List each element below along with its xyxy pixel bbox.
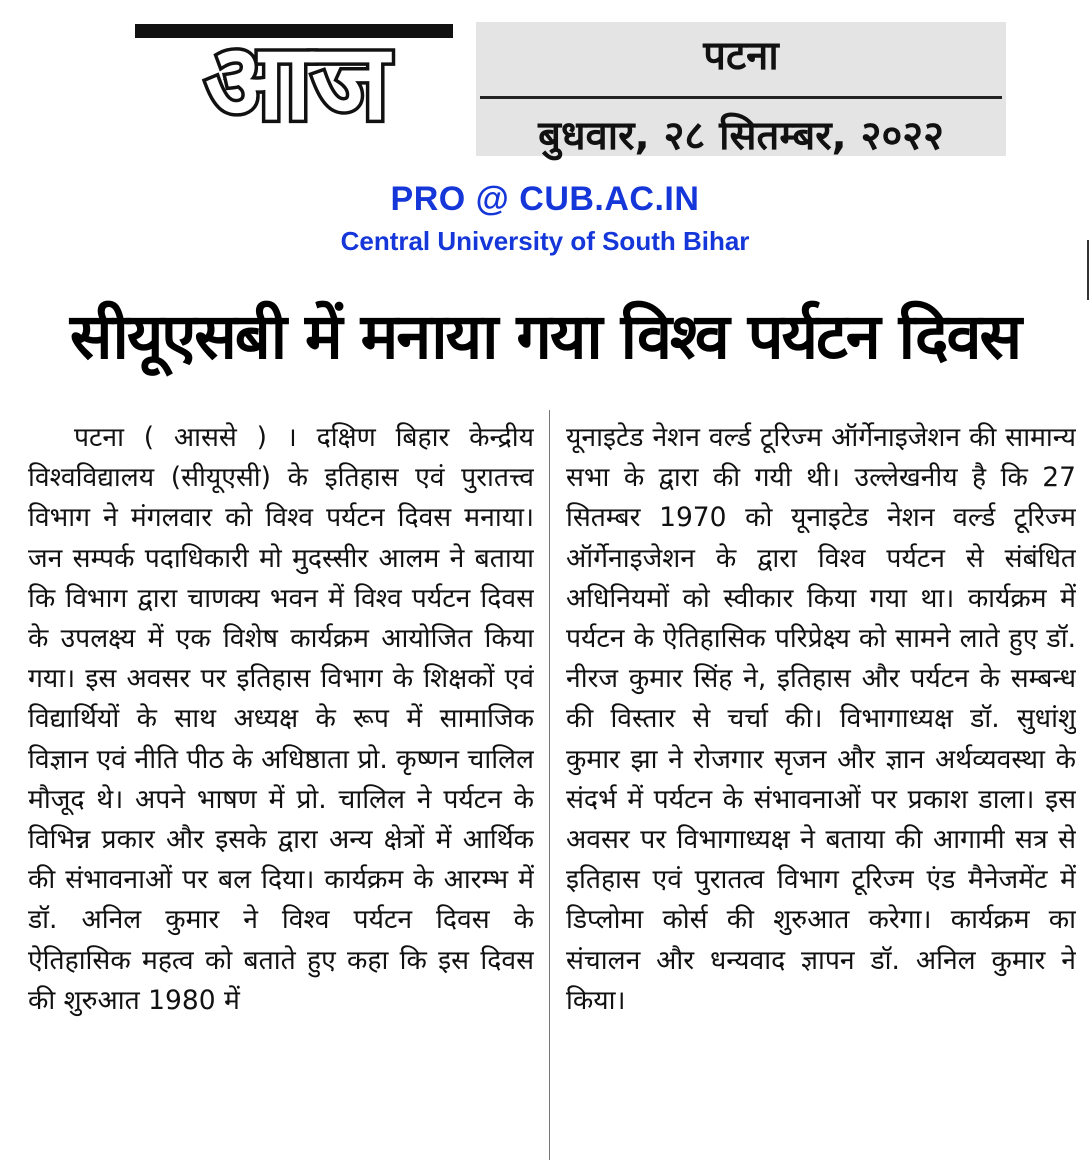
- logo-text: आज: [205, 21, 389, 130]
- pro-email: PRO @ CUB.AC.IN: [390, 180, 700, 218]
- dateline-divider: [480, 96, 1002, 99]
- dateline-box: [476, 22, 1006, 159]
- university-name: Central University of South Bihar: [340, 226, 750, 256]
- column-divider: [549, 410, 550, 1160]
- article-headline: सीयूएसबी में मनाया गया विश्व पर्यटन दिवस: [69, 300, 1021, 373]
- dateline-date: बुधवार, २८ सितम्बर, २०२२: [538, 113, 944, 159]
- article-column-right: यूनाइटेड नेशन वर्ल्ड टूरिज्म ऑर्गेनाइजेशन की सामान्य सभा के द्वारा की गयी थी। उल्लेखनीय है कि 27 सितम्बर 1970 को यूनाइटेड नेशन वर्ल्ड टूरिज्म ऑर्गेनाइजेशन के द्वारा विश्व पर्यटन से संबंधित अधिनियमों को स्वीकार किया गया था। कार्यक्रम में पर्यटन के ऐतिहासिक परिप्रेक्ष्य को सामने लाते हुए डॉ. नीरज कुमार सिंह ने, इतिहास और पर्यटन के सम्बन्ध की विस्तार से चर्चा की। विभागाध्यक्ष डॉ. सुधांशु कुमार झा ने रोजगार सृजन और ज्ञान अर्थव्यवस्था के संदर्भ में पर्यटन के संभावनाओं पर प्रकाश डाला। इस अवसर पर विभागाध्यक्ष ने बताया की आगामी सत्र से इतिहास एवं पुरातत्व विभाग टूरिज्म एंड मैनेजमेंट में डिप्लोमा कोर्स की शुरुआत करेगा। कार्यक्रम का संचालन और धन्यवाद ज्ञापन डॉ. अनिल कुमार ने किया।: [566, 422, 1076, 1016]
- article-column-left: पटना ( आससे ) । दक्षिण बिहार केन्द्रीय विश्वविद्यालय (सीयूएसी) के इतिहास एवं पुरातत्त्व विभाग ने मंगलवार को विश्व पर्यटन दिवस मनाया। जन सम्पर्क पदाधिकारी मो मुदस्सीर आलम ने बताया कि विभाग द्वारा चाणक्य भवन में विश्व पर्यटन दिवस के उपलक्ष्य में एक विशेष कार्यक्रम आयोजित किया गया। इस अवसर पर इतिहास विभाग के शिक्षकों एवं विद्यार्थियों के साथ अध्यक्ष के रूप में सामाजिक विज्ञान एवं नीति पीठ के अधिष्ठाता प्रो. कृष्णन चालिल मौजूद थे। अपने भाषण में प्रो. चालिल ने पर्यटन के विभिन्न प्रकार और इसके द्वारा अन्य क्षेत्रों में आर्थिक की संभावनाओं पर बल दिया। कार्यक्रम के आरम्भ में डॉ. अनिल कुमार ने विश्व पर्यटन दिवस के ऐतिहासिक महत्व को बताते हुए कहा कि इस दिवस की शुरुआत 1980 में: [28, 422, 534, 1016]
- dateline-city: पटना: [703, 33, 779, 79]
- newspaper-logo: [135, 12, 465, 130]
- logo-graphic: [135, 12, 465, 130]
